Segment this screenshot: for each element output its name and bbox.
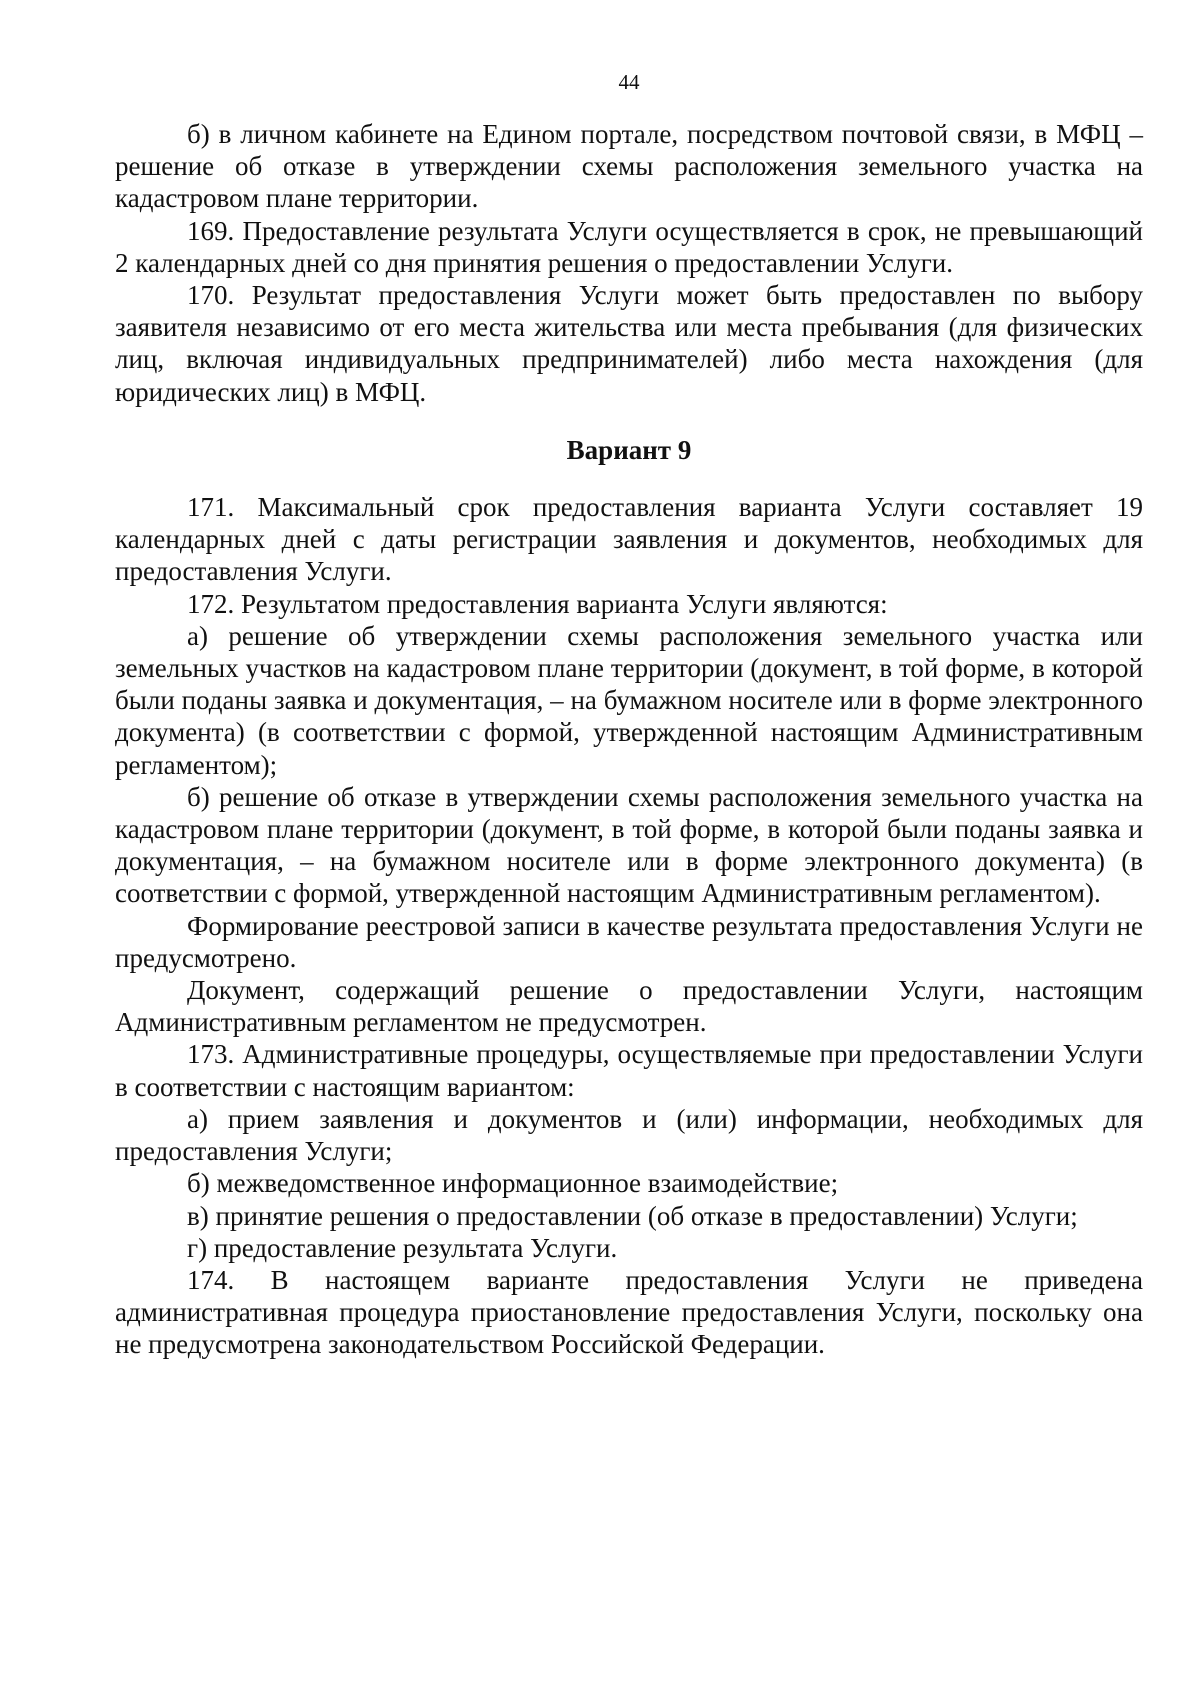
- page-number: 44: [618, 70, 640, 94]
- paragraph-item-b-delivery: б) в личном кабинете на Едином портале, посредством почтовой связи, в МФЦ – решение об отказе в утверждении схемы расположения земельного участка на кадастровом плане территории.: [115, 119, 1143, 214]
- paragraph-173: 173. Административные процедуры, осуществляемые при предоставлении Услуги в соответствии с настоящим вариантом:: [115, 1039, 1143, 1102]
- paragraph-172-item-a: а) решение об утверждении схемы расположения земельного участка или земельных участков на кадастровом плане территории (документ, в той форме, в которой были поданы заявка и документация, – на бумажном носителе или в форме электронного документа) (в соответствии с формой, утвержденной настоящим Административным регламентом);: [115, 620, 1143, 780]
- paragraph-173-item-g: г) предоставление результата Услуги.: [187, 1232, 618, 1263]
- paragraph-registry-record: Формирование реестровой записи в качестве результата предоставления Услуги не предусмотрено.: [115, 910, 1143, 973]
- paragraph-173-item-b: б) межведомственное информационное взаимодействие;: [187, 1168, 839, 1199]
- paragraph-173-item-a: а) прием заявления и документов и (или) информации, необходимых для предоставления Услуги;: [115, 1103, 1143, 1167]
- document-body: [115, 118, 1143, 1361]
- paragraph-171: 171. Максимальный срок предоставления варианта Услуги составляет 19 календарных дней с даты регистрации заявления и документов, необходимых для предоставления Услуги.: [115, 492, 1143, 587]
- paragraph-169: 169. Предоставление результата Услуги осуществляется в срок, не превышающий 2 календарных дней со дня принятия решения о предоставлении Услуги.: [115, 215, 1143, 278]
- paragraph-174: 174. В настоящем варианте предоставления Услуги не приведена административная процедура приостановление предоставления Услуги, поскольку она не предусмотрена законодательством Российской Федерации.: [115, 1264, 1143, 1360]
- paragraph-decision-document: Документ, содержащий решение о предоставлении Услуги, настоящим Административным регламентом не предусмотрен.: [115, 975, 1143, 1038]
- paragraph-173-item-v: в) принятие решения о предоставлении (об отказе в предоставлении) Услуги;: [187, 1200, 1078, 1231]
- section-heading: Вариант 9: [566, 434, 692, 465]
- paragraph-172: 172. Результатом предоставления варианта Услуги являются:: [187, 588, 888, 619]
- paragraph-172-item-b: б) решение об отказе в утверждении схемы расположения земельного участка на кадастровом плане территории (документ, в той форме, в которой были поданы заявка и документация, – на бумажном носителе или в форме электронного документа) (в соответствии с формой, утвержденной настоящим Административным регламентом).: [115, 781, 1143, 909]
- paragraph-170: 170. Результат предоставления Услуги может быть предоставлен по выбору заявителя независимо от его места жительства или места пребывания (для физических лиц, включая индивидуальных предпринимателей) либо места нахождения (для юридических лиц) в МФЦ.: [115, 280, 1143, 407]
